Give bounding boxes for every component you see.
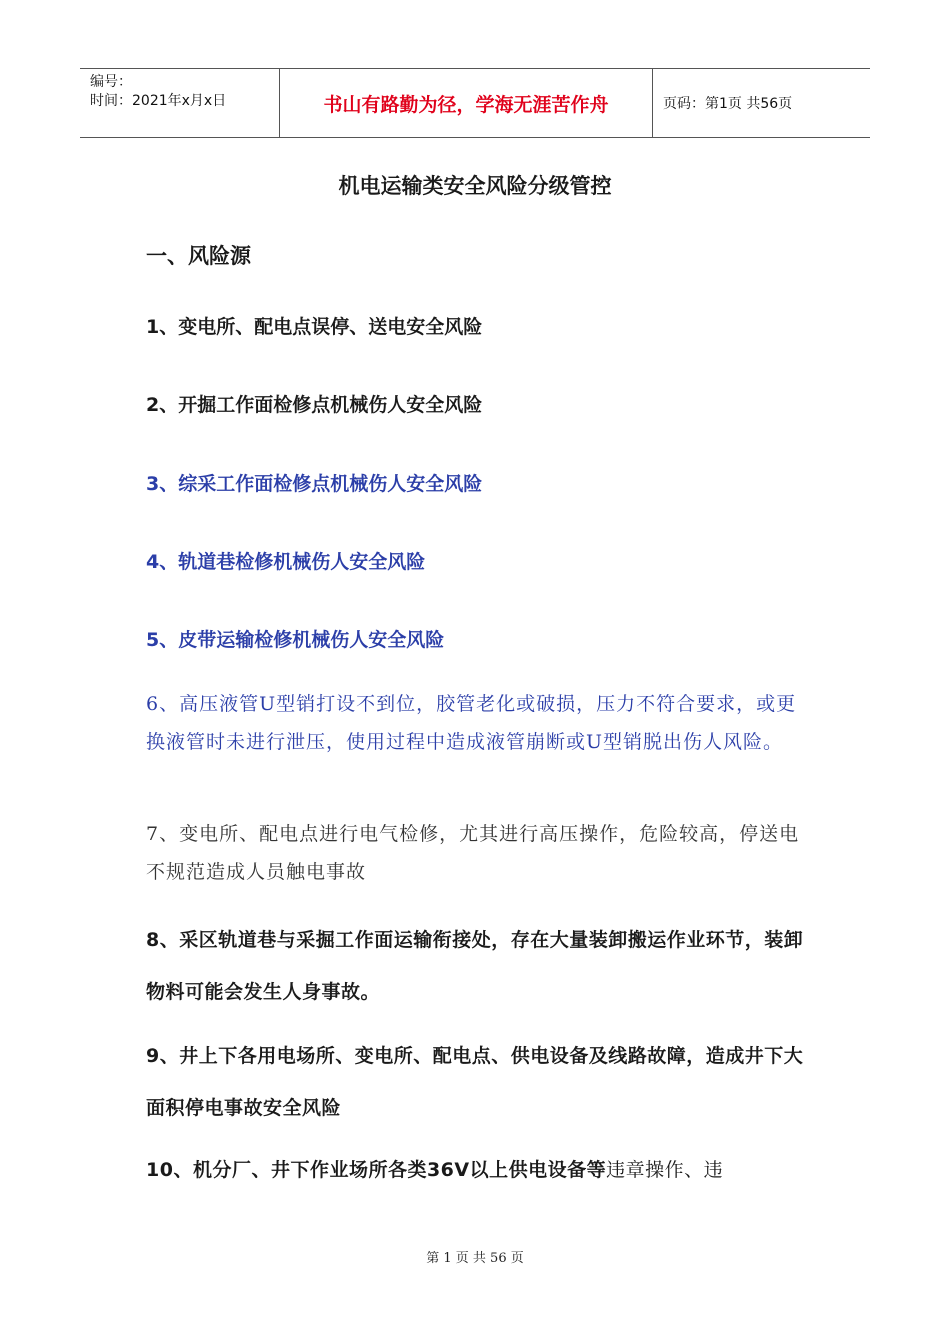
paragraph-10-normal: 违章操作、违: [606, 1159, 724, 1181]
paragraph-9: 9、井上下各用电场所、变电所、配电点、供电设备及线路故障，造成井下大面积停电事故安全风险: [146, 1045, 804, 1119]
header-page-info: 页码：第1页 共56页: [663, 96, 793, 112]
header-meta: [80, 69, 280, 137]
number-label: 编号：: [90, 74, 132, 90]
list-item: 2、开掘工作面检修点机械伤人安全风险: [146, 394, 483, 416]
paragraph-6: 6、高压液管U型销打设不到位，胶管老化或破损，压力不符合要求，或更换液管时未进行泄压，使用过程中造成液管崩断或U型销脱出伤人风险。: [146, 693, 797, 753]
paragraph-10: [146, 1144, 812, 1196]
time-label: 时间：2021年x月x日: [90, 93, 227, 109]
page-header: [80, 68, 870, 138]
paragraph-8: 8、采区轨道巷与采掘工作面运输衔接处，存在大量装卸搬运作业环节，装卸物料可能会发生人身事故。: [146, 929, 804, 1003]
list-item: 3、综采工作面检修点机械伤人安全风险: [146, 473, 483, 495]
page-footer: 第 1 页 共 56 页: [426, 1251, 524, 1266]
list-item: 5、皮带运输检修机械伤人安全风险: [146, 629, 445, 651]
paragraph-10-bold: 10、机分厂、井下作业场所各类36V以上供电设备等: [146, 1159, 607, 1181]
header-motto: 书山有路勤为径，学海无涯苦作舟: [280, 69, 653, 137]
section-heading: 一、风险源: [146, 244, 251, 268]
list-item: 4、轨道巷检修机械伤人安全风险: [146, 551, 426, 573]
list-item: 1、变电所、配电点误停、送电安全风险: [146, 316, 483, 338]
paragraph-7: 7、变电所、配电点进行电气检修，尤其进行高压操作，危险较高，停送电不规范造成人员触电事故: [146, 823, 800, 883]
document-title: 机电运输类安全风险分级管控: [338, 174, 612, 198]
